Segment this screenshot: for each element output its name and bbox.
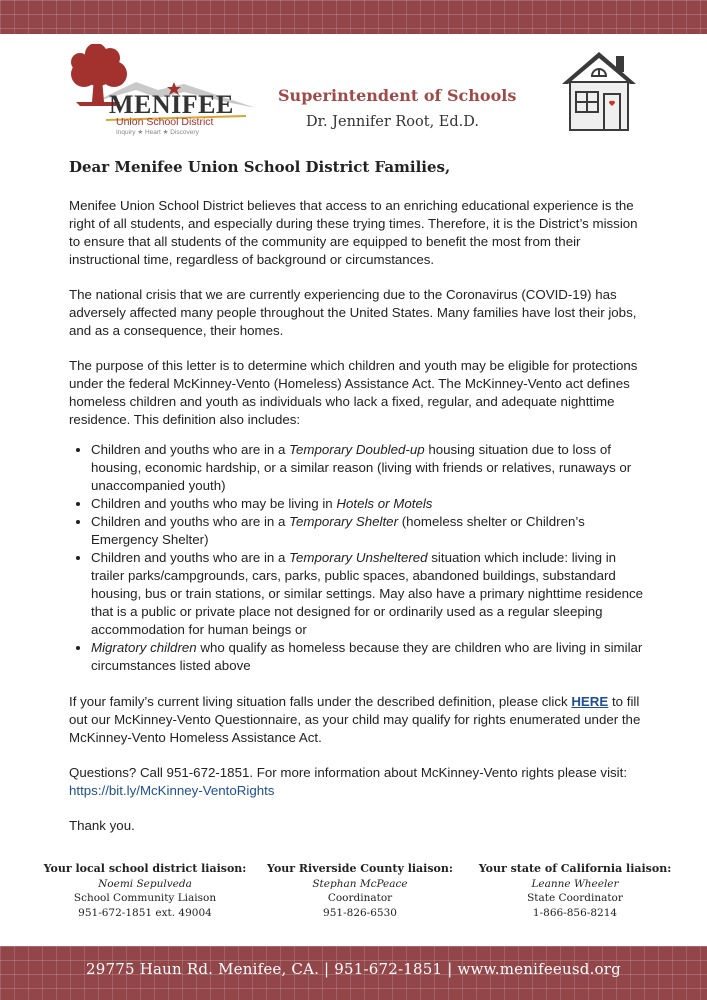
logo-subtitle: Union School District: [116, 116, 214, 128]
paragraph-questions: Questions? Call 951-672-1851. For more information about McKinney-Vento rights please visit: https://bit.ly/McKinney-VentoRights: [69, 765, 628, 798]
liaison-county: Your Riverside County liaison: Stephan McPeace Coordinator 951-826-6530: [267, 862, 453, 919]
footer-address: 29775 Haun Rd. Menifee, CA. | 951-672-1851 | www.menifeeusd.org: [86, 960, 621, 978]
liaison-state: Your state of California liaison: Leanne Wheeler State Coordinator 1-866-856-8214: [478, 862, 672, 919]
liaison-local: Your local school district liaison: Noemi Sepulveda School Community Liaison 951-672-1851 ext. 49004: [43, 862, 247, 919]
superintendent-title: Superintendent of Schools: [278, 86, 517, 105]
logo-wordmark: MENIFEE: [109, 90, 234, 119]
logo-tagline: Inquiry ★ Heart ★ Discovery: [116, 129, 199, 136]
paragraph-purpose: The purpose of this letter is to determine which children and youth may be eligible for protections under the federal McKinney-Vento (Homeless) Assistance Act. The McKinney-Vento act defines homeless children and youth as individuals who lack a fixed, regular, and adequate nighttime residence. This definition also includes:: [69, 358, 638, 427]
district-logo: [66, 44, 256, 140]
letter-closing: Thank you.: [69, 818, 135, 833]
top-brick-band: [0, 0, 707, 34]
list-item: • Migratory children who qualify as homeless because they are children who are living in similar circumstances listed above: [91, 639, 644, 675]
definition-list: [69, 441, 644, 675]
list-item: • Children and youths who are in a Temporary Doubled-up housing situation due to loss of housing, economic hardship, or a similar reason (living with friends or relatives, runaways or unaccompanied youth): [91, 441, 644, 495]
paragraph-mission: Menifee Union School District believes that access to an enriching educational experience is the right of all students, and especially during these trying times. Therefore, it is the District’s mission to ensure that all students of the community are equipped to benefit the most from their instructional time, regardless of background or circumstances.: [69, 198, 638, 267]
list-item: • Children and youths who are in a Temporary Unsheltered situation which include: living in trailer parks/campgrounds, cars, parks, public spaces, abandoned buildings, substandard housing, bus or train stations, or similar settings. May also have a primary nighttime residence that is a public or private place not designed for or ordinarily used as a regular sleeping accommodation for human beings or: [91, 549, 644, 639]
mckinney-vento-rights-link[interactable]: https://bit.ly/McKinney-VentoRights: [69, 783, 275, 798]
paragraph-crisis: The national crisis that we are currently experiencing due to the Coronavirus (COVID-19) has adversely affected many people throughout the United States. Many families have lost their jobs, and as a consequence, their homes.: [69, 287, 637, 338]
liaison-contacts: [40, 862, 680, 920]
letter-body: [69, 197, 644, 852]
list-item: • Children and youths who may be living in Hotels or Motels: [91, 495, 644, 513]
letter-salutation: Dear Menifee Union School District Families,: [69, 158, 451, 176]
questionnaire-here-link[interactable]: HERE: [571, 694, 609, 709]
list-item: • Children and youths who are in a Temporary Shelter (homeless shelter or Children’s Emergency Shelter): [91, 513, 644, 549]
house-icon: [558, 46, 640, 134]
superintendent-name: Dr. Jennifer Root, Ed.D.: [306, 114, 479, 130]
paragraph-questionnaire: If your family’s current living situation falls under the described definition, please click HERE to fill out our McKinney-Vento Questionnaire, as your child may qualify for rights enumerated under the McKinney-Vento Homeless Assistance Act.: [69, 694, 641, 745]
